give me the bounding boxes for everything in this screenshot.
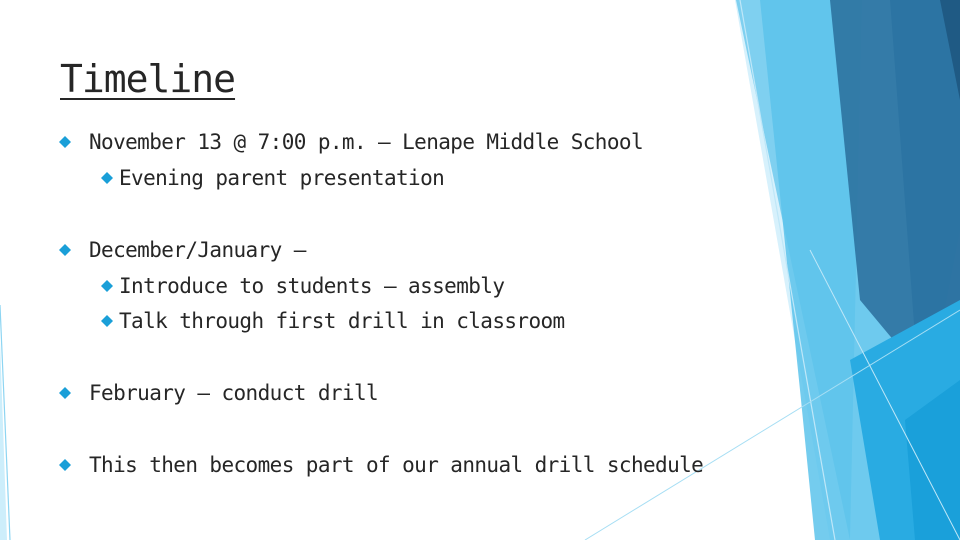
sub-bullet-item <box>119 164 444 192</box>
sub-bullet-text: Evening parent presentation <box>119 166 445 190</box>
diamond-bullet-icon <box>101 315 113 327</box>
bullet-text: December/January – <box>89 238 306 262</box>
bullet-item <box>89 379 378 407</box>
diamond-bullet-icon <box>59 387 71 399</box>
diamond-bullet-icon <box>59 459 71 471</box>
bullet-item <box>89 236 306 264</box>
bullet-text: November 13 @ 7:00 p.m. – Lenape Middle School <box>89 130 643 154</box>
bullet-text: February – conduct drill <box>89 381 379 405</box>
bullet-item <box>89 128 643 156</box>
sub-bullet-text: Introduce to students – assembly <box>119 274 505 298</box>
sub-bullet-text: Talk through first drill in classroom <box>119 309 565 333</box>
diamond-bullet-icon <box>59 136 71 148</box>
diamond-bullet-icon <box>59 244 71 256</box>
diamond-bullet-icon <box>101 280 113 292</box>
bullet-item <box>89 451 703 479</box>
sub-bullet-item <box>119 307 565 335</box>
slide-title: Timeline <box>60 57 236 101</box>
diamond-bullet-icon <box>101 172 113 184</box>
sub-bullet-item <box>119 272 504 300</box>
bullet-text: This then becomes part of our annual drill schedule <box>89 453 704 477</box>
